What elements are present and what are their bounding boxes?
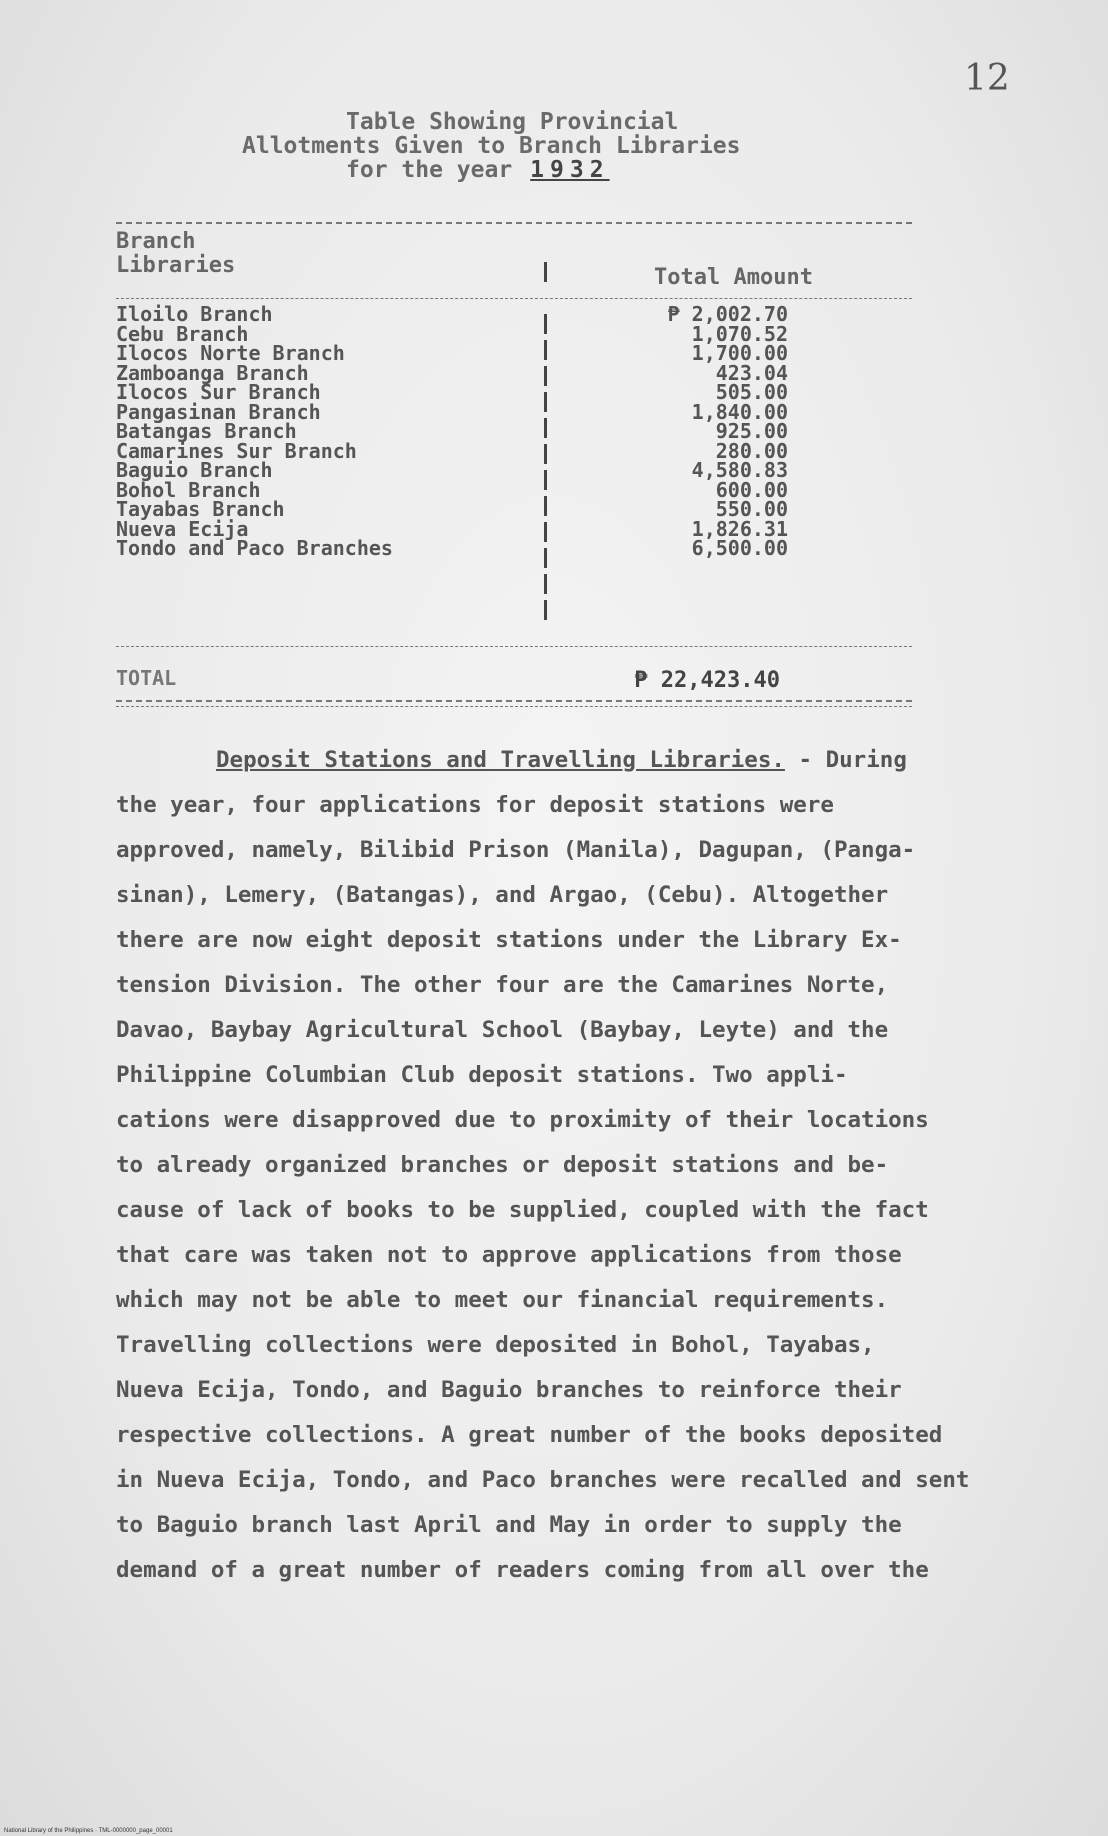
column-header-branch-line1: Branch — [116, 229, 196, 254]
total-amount: ₱ 22,423.40 — [634, 668, 780, 693]
branch-amount: 550.00 — [715, 497, 788, 521]
branch-amount: 600.00 — [715, 477, 788, 502]
total-rule-bottom-2 — [116, 706, 912, 707]
branch-amount: 4,580.83 — [691, 458, 788, 482]
body-line: cations were disapproved due to proximity of their locations — [116, 1107, 929, 1133]
table-top-rule — [116, 222, 912, 224]
branch-amount: 925.00 — [715, 419, 788, 443]
table-row — [116, 536, 916, 560]
body-line: cause of lack of books to be supplied, coupled with the fact — [116, 1197, 929, 1223]
branch-name: Bohol Branch — [116, 477, 261, 502]
scan-footer: National Library of the Philippines · TML-0000000_page_00001 — [4, 1828, 173, 1834]
body-line: which may not be able to meet our financial requirements. — [116, 1287, 889, 1313]
branch-amount: ₱ 2,002.70 — [667, 302, 788, 326]
branch-table-body — [116, 302, 916, 560]
body-line: that care was taken not to approve applications from those — [116, 1242, 902, 1268]
branch-amount: 1,826.31 — [691, 516, 788, 541]
heading-line-3 — [238, 158, 838, 182]
branch-name: Cebu Branch — [116, 321, 249, 346]
body-line: to Baguio branch last April and May in order to supply the — [116, 1512, 902, 1538]
column-header-amount: Total Amount — [654, 265, 813, 290]
section-title: Deposit Stations and Travelling Libraries. — [216, 747, 785, 773]
branch-name: Tayabas Branch — [116, 497, 285, 521]
heading-year: 1932 — [530, 157, 610, 183]
body-line: there are now eight deposit stations under the Library Ex- — [116, 927, 902, 953]
body-line: - During — [784, 747, 907, 773]
total-label: TOTAL — [116, 666, 177, 690]
branch-name: Ilocos Sur Branch — [116, 380, 321, 404]
branch-amount: 1,700.00 — [691, 341, 788, 365]
branch-name: Ilocos Norte Branch — [116, 341, 345, 365]
branch-amount: 6,500.00 — [691, 536, 788, 560]
table-heading — [238, 110, 838, 182]
branch-name: Tondo and Paco Branches — [116, 536, 393, 560]
branch-name: Baguio Branch — [116, 458, 273, 482]
total-rule-top — [116, 646, 912, 647]
body-line: Philippine Columbian Club deposit stations. Two appli- — [116, 1062, 848, 1088]
heading-line-2: Allotments Given to Branch Libraries — [242, 133, 741, 159]
body-line: in Nueva Ecija, Tondo, and Paco branches were recalled and sent — [116, 1467, 970, 1493]
body-line: approved, namely, Bilibid Prison (Manila), Dagupan, (Panga- — [116, 837, 916, 863]
body-line-first — [116, 738, 1016, 783]
branch-name: Zamboanga Branch — [116, 360, 309, 385]
branch-amount: 280.00 — [715, 438, 788, 463]
column-header-branch — [116, 230, 235, 278]
body-line: Travelling collections were deposited in Bohol, Tayabas, — [116, 1332, 875, 1358]
body-line: tension Division. The other four are the Camarines Norte, — [116, 972, 889, 998]
branch-name: Camarines Sur Branch — [116, 438, 357, 463]
branch-name: Iloilo Branch — [116, 302, 273, 326]
body-line: the year, four applications for deposit stations were — [116, 792, 834, 818]
page-number: 12 — [964, 58, 1010, 99]
body-line: respective collections. A great number of the books deposited — [116, 1422, 943, 1448]
branch-name: Nueva Ecija — [116, 516, 249, 541]
column-header-branch-line2: Libraries — [116, 253, 236, 278]
body-paragraph — [116, 738, 1016, 1593]
body-line: Davao, Baybay Agricultural School (Baybay, Leyte) and the — [116, 1017, 889, 1043]
branch-name: Pangasinan Branch — [116, 399, 321, 424]
branch-amount: 505.00 — [715, 380, 788, 404]
total-rule-bottom-1 — [116, 700, 912, 702]
body-line: demand of a great number of readers coming from all over the — [116, 1557, 929, 1583]
branch-amount: 1,070.52 — [691, 321, 788, 346]
heading-year-prefix: for the year — [346, 157, 513, 183]
body-line: sinan), Lemery, (Batangas), and Argao, (Cebu). Altogether — [116, 882, 889, 908]
branch-amount: 423.04 — [715, 360, 788, 385]
heading-line-1: Table Showing Provincial — [346, 109, 679, 135]
body-line: to already organized branches or deposit stations and be- — [116, 1152, 889, 1178]
body-line: Nueva Ecija, Tondo, and Baguio branches to reinforce their — [116, 1377, 902, 1403]
branch-name: Batangas Branch — [116, 419, 297, 443]
branch-amount: 1,840.00 — [691, 399, 788, 424]
header-rule — [116, 298, 912, 299]
